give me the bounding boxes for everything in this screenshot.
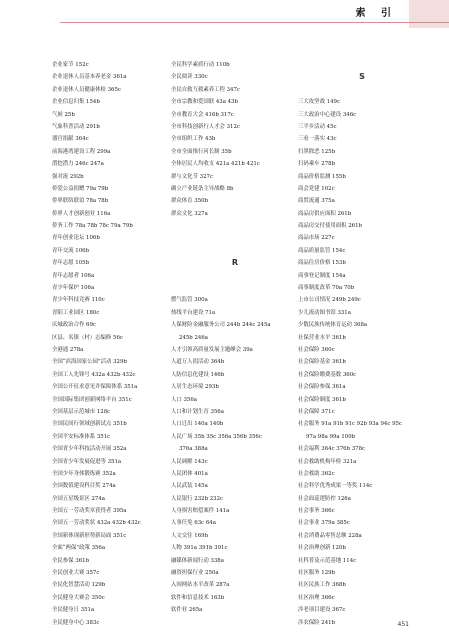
index-entry: 人才引领高质量发展主题峰会 39a xyxy=(171,346,253,353)
index-entry: 全民阅读 330c xyxy=(171,74,208,81)
index-entry: 人口迁出 140a 140b xyxy=(171,421,224,428)
index-entry: 社会保险基金 361b xyxy=(298,359,346,366)
index-entry: 全国五一劳动奖状 432a 432b 432c xyxy=(52,520,141,527)
index-entry: 全民健身日 351a xyxy=(52,607,95,614)
index-entry: 人事任免 63c 64a xyxy=(171,520,216,527)
index-entry: 社会保险缴费基数 360c xyxy=(298,371,357,378)
spacer xyxy=(298,59,426,71)
index-entry: 人民调解 143c xyxy=(171,458,208,465)
index-entry: 侨界人才创新创业 116a xyxy=(52,210,111,217)
section-letter: R xyxy=(231,258,239,268)
index-entry: 气象科普活动 291b xyxy=(52,123,100,130)
page-header xyxy=(0,0,449,36)
index-entry: 全体居民人均收支 421a 421b 421c xyxy=(171,161,260,168)
index-entry: 社会事务 366c xyxy=(298,508,335,515)
index-entry: 全国“滨海国家公园”活动 329b xyxy=(52,359,127,366)
index-entry: 人道万人捐活动 364b xyxy=(171,359,225,366)
index-entry: 社保营业水平 361b xyxy=(298,334,346,341)
index-entry: 青年志愿者 106a xyxy=(52,272,95,279)
index-entry: 侨爱公益捐赠 79a 79b xyxy=(52,185,109,192)
index-entry: 商事制度改革 70a 70b xyxy=(298,285,355,292)
index-entry: 气候 25b xyxy=(52,111,75,118)
index-entry: 三大攻坚战 149c xyxy=(298,99,340,106)
index-entry: 人居生态环境 293b xyxy=(171,384,219,391)
index-entry: 社会服务 91a 91b 91c 92b 93a 94c 95c xyxy=(298,421,402,428)
index-entry: 全市教育大会 416b 317c xyxy=(171,111,234,118)
index-entry: 商会党建 102c xyxy=(298,185,335,192)
index-entry: 扫码乘车 278b xyxy=(298,161,336,168)
index-entry: 全市全面推行河长制 35b xyxy=(171,148,232,155)
index-entry: 青少年科技竞赛 110c xyxy=(52,297,105,304)
index-entry: 人民团体 401a xyxy=(171,470,208,477)
index-entry: 全市科技创新行人才会 312c xyxy=(171,123,240,130)
index-entry: 社区民族工作 368b xyxy=(298,582,346,589)
index-entry: 人口和计划生育 356a xyxy=(171,408,224,415)
index-entry: 商品房交付使用面积 261b xyxy=(298,223,362,230)
index-entry: 全国青少年发展促进等 351a xyxy=(52,458,122,465)
index-entry: 企业退休人员基本养老金 361a xyxy=(52,74,127,81)
index-title: 索 引 xyxy=(355,8,397,19)
index-entry: 三平乡活动 45c xyxy=(298,123,337,130)
index-entry: 人身损害赔偿案件 141a xyxy=(171,508,230,515)
index-entry: 社会保险参保 361a xyxy=(298,384,346,391)
index-entry: 企业家节 152c xyxy=(52,62,89,68)
index-entry-continuation: 245b 246a xyxy=(179,334,208,341)
index-entry: 全民健身中心 383c xyxy=(52,619,100,626)
index-entry: 社会保障 371c xyxy=(298,408,335,415)
index-entry: 青阳工业园区 180c xyxy=(52,309,100,316)
index-entry: 商品质量监管 154c xyxy=(298,247,346,254)
index-entry: 器官捐献 364c xyxy=(52,136,89,143)
index-entry: 涉农保险 241b xyxy=(298,619,336,626)
index-entry: 全国公开征求意见并保障体系 351a xyxy=(52,384,138,391)
index-entry: 确立产业链条主导战略 8b xyxy=(171,185,234,192)
index-entry: 人防信息化建设 146b xyxy=(171,371,225,378)
spacer xyxy=(171,232,299,244)
index-entry: 入闱网站水平改革 287a xyxy=(171,582,230,589)
index-entry: 软件和信息技术 163b xyxy=(171,594,225,601)
index-column-2 xyxy=(171,59,299,617)
spacer xyxy=(171,220,299,232)
index-entry: 全民参保 361b xyxy=(52,557,90,564)
index-entry: 社会救助机构年检 321a xyxy=(298,458,357,465)
index-entry: 全国少年身体锻炼赛 352a xyxy=(52,470,116,477)
index-entry: 燃气监管 300a xyxy=(171,297,208,304)
index-entry: 企业信息归集 154b xyxy=(52,99,100,106)
index-entry: 融媒体新闻行动 338a xyxy=(171,557,224,564)
index-entry: 全国平安标准体系 351c xyxy=(52,433,111,440)
index-entry: 全民健身大赛会 350c xyxy=(52,594,105,601)
spacer xyxy=(171,282,299,294)
index-entry: 全国五星级景区 274a xyxy=(52,495,105,502)
index-entry: 青年创业论坛 106b xyxy=(52,235,100,242)
index-column-1 xyxy=(52,59,180,629)
index-entry: 社会科学优秀成果一等奖 114c xyxy=(298,483,373,490)
header-rule xyxy=(60,22,449,23)
index-entry: 社会救助 362c xyxy=(298,470,335,477)
index-entry: 全国基层示范城市 128c xyxy=(52,408,111,415)
index-entry: 全国五一劳动奖章获得者 395a xyxy=(52,508,127,515)
index-entry: 社会事业 379a 385c xyxy=(298,520,350,527)
index-entry: 全市组织工作 43b xyxy=(171,136,216,143)
index-entry: 商事登记制度 154a xyxy=(298,272,346,279)
index-entry: 前海港湾建设工程 299a xyxy=(52,148,111,155)
index-entry: 企业退休人员健康体检 365c xyxy=(52,86,121,93)
index-entry: 人民武装 145a xyxy=(171,483,208,490)
index-entry: 人物 391a 391b 391c xyxy=(171,545,228,552)
index-entry: 商贸流通 375a xyxy=(298,198,335,205)
index-entry: 人保财险金融服务公司 244b 244c 245a xyxy=(171,322,271,329)
index-entry: 软件业 265a xyxy=(171,607,203,614)
index-entry: 人文交往 169b xyxy=(171,532,209,539)
index-entry: 区县、名镇（村）志编修 56c xyxy=(52,334,123,341)
index-entry: 融资担保行业 250a xyxy=(171,570,219,577)
index-entry: 全民创业大赛 357c xyxy=(52,570,100,577)
index-entry: 全民科学素质行动 110b xyxy=(171,62,230,68)
index-entry: 潜挖潜力 246c 247a xyxy=(52,161,104,168)
index-entry: 社会福利 364c 376b 378c xyxy=(298,446,366,453)
index-entry: 商品市场 227c xyxy=(298,235,335,242)
index-entry: 扫黑除恶 125b xyxy=(298,148,336,155)
index-entry: 社会面巡逻防控 126a xyxy=(298,495,351,502)
index-entry-continuation: 376a 388a xyxy=(179,446,208,453)
index-entry: 全国国际集团创新网络平台 351c xyxy=(52,396,132,403)
index-entry: 青年志愿 105b xyxy=(52,260,90,267)
index-entry: 全港通 278a xyxy=(52,346,84,353)
index-entry: 强对流 292b xyxy=(52,173,84,180)
index-entry: 侨界联络联谊 78a 78b xyxy=(52,198,109,205)
spacer xyxy=(171,270,299,282)
index-entry: 热线平台建设 71a xyxy=(171,309,216,316)
index-entry: 社区服务 129b xyxy=(298,570,336,577)
index-entry: 社会保险制度 361b xyxy=(298,396,346,403)
index-entry: 群众文化 327a xyxy=(171,210,208,217)
index-entry: 青年交流 106b xyxy=(52,247,90,254)
index-entry: 社会治理创新 120b xyxy=(298,545,346,552)
header-accent-strip xyxy=(409,0,449,28)
index-entry: 少儿流动图书馆 331a xyxy=(298,309,351,316)
index-entry: 上市公司情况 249b 249c xyxy=(298,297,361,304)
index-entry: 群众体育 350b xyxy=(171,198,209,205)
index-entry: 商品房供应面积 261b xyxy=(298,210,352,217)
index-entry: 涉老项目建设 367c xyxy=(298,607,346,614)
index-entry: 全国新体现新形势新局面 351c xyxy=(52,532,127,539)
index-entry-continuation: 97a 98a 99a 100b xyxy=(306,433,356,440)
index-entry: 庆城政治合作 69c xyxy=(52,322,96,329)
index-entry: 少数民族传统体育运动 368a xyxy=(298,322,368,329)
index-entry: 侨务工作 78a 78b 78c 79a 79b xyxy=(52,223,133,230)
index-entry: 社会保险 360c xyxy=(298,346,335,353)
index-entry: 商品住房价格 153b xyxy=(298,260,346,267)
index-entry: 全市宗教和爱国联 43a 43b xyxy=(171,99,238,106)
index-entry: 社科普及示范基地 114c xyxy=(298,557,357,564)
index-entry: 人民银行 232b 232c xyxy=(171,495,224,502)
index-entry: 青少年保护 106a xyxy=(52,285,95,292)
index-entry: 全国青少年科技活动开展 352a xyxy=(52,446,127,453)
page-number: 451 xyxy=(397,621,409,628)
index-entry: 三看一落实 43c xyxy=(298,136,337,143)
index-entry: 全面“两保”政策 356a xyxy=(52,545,106,552)
index-entry: 全国数值建设科目奖 274a xyxy=(52,483,116,490)
index-entry: 社区治理 366c xyxy=(298,594,335,601)
section-letter: S xyxy=(359,72,365,82)
index-entry: 人民广场 35b 35c 356a 356b 356c xyxy=(171,433,262,440)
index-entry: 三大政治中心建设 346c xyxy=(298,111,357,118)
index-entry: 社会消费品零售总额 228a xyxy=(298,532,362,539)
spacer xyxy=(298,84,426,96)
index-column-3 xyxy=(298,59,426,629)
spacer xyxy=(171,245,299,257)
index-entry: 商品价格监测 155b xyxy=(298,173,346,180)
index-entry: 全民自救互救素养工程 347c xyxy=(171,86,240,93)
index-entry: 人口 356a xyxy=(171,396,197,403)
index-entry: 全国民间行领域创新试点 351b xyxy=(52,421,127,428)
index-entry: 群与文化节 327c xyxy=(171,173,213,180)
index-entry: 全国工人先锋号 432a 432b 432c xyxy=(52,371,136,378)
index-entry: 全民化智慧活动 129b xyxy=(52,582,106,589)
